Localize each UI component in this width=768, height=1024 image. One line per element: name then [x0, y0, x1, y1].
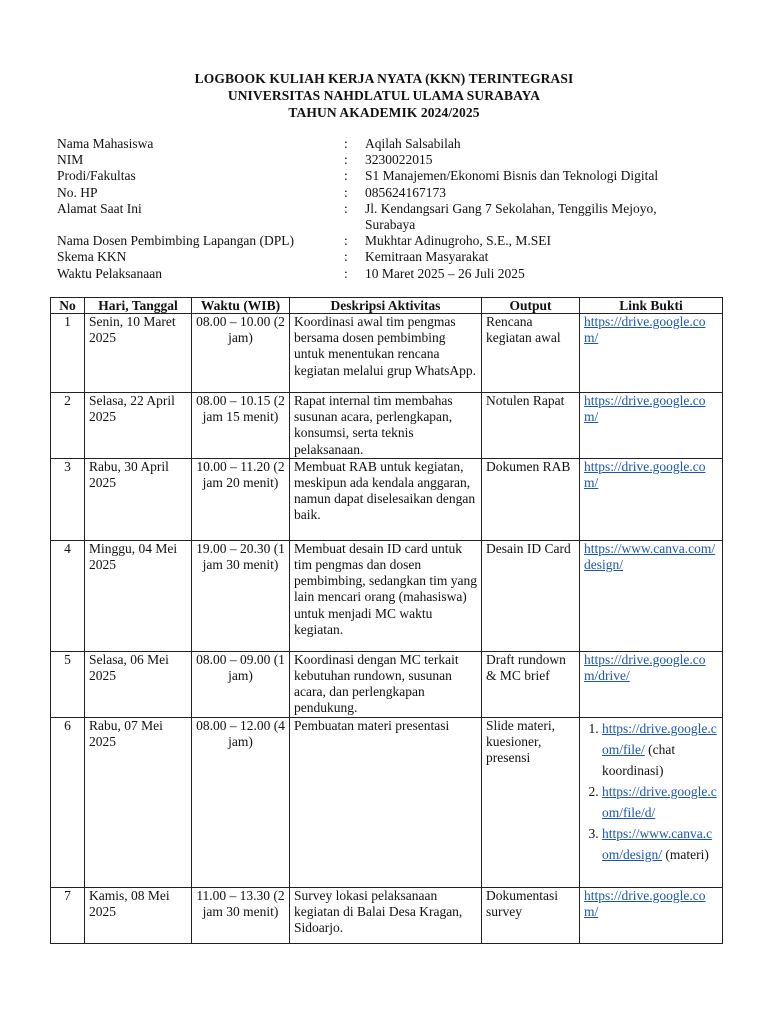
- table-row: [51, 458, 723, 540]
- info-row: [57, 185, 737, 201]
- row-number: 1: [51, 314, 85, 393]
- row-number: 2: [51, 393, 85, 459]
- table-header-row: [51, 298, 723, 314]
- row-number: 3: [51, 458, 85, 540]
- link-list-item: [602, 781, 718, 823]
- student-info: [57, 136, 737, 282]
- evidence-link[interactable]: https://drive.google.com/: [584, 314, 706, 346]
- row-description: Membuat RAB untuk kegiatan, meskipun ada kendala anggaran, namun dapat diselesaikan dengan baik.: [290, 458, 482, 540]
- link-note: (chat koordinasi): [602, 741, 676, 778]
- info-separator: :: [344, 152, 348, 168]
- info-value: Mukhtar Adinugroho, S.E., M.SEI: [365, 233, 552, 249]
- info-label: Waktu Pelaksanaan: [57, 265, 163, 281]
- info-label: Skema KKN: [57, 249, 127, 265]
- info-value: 3230022015: [365, 152, 433, 168]
- link-list-item: [602, 718, 718, 781]
- link-note: (materi): [662, 846, 709, 862]
- info-value: S1 Manajemen/Ekonomi Bisnis dan Teknologi Digital: [365, 168, 659, 184]
- document-header: [0, 70, 768, 121]
- table-row: [51, 314, 723, 393]
- row-date: Selasa, 06 Mei 2025: [85, 651, 192, 717]
- evidence-link[interactable]: https://drive.google.com/: [584, 393, 706, 425]
- evidence-link[interactable]: https://drive.google.com/drive/: [584, 651, 706, 684]
- evidence-link[interactable]: https://drive.google.com/file/: [602, 720, 717, 757]
- link-list: [584, 718, 718, 865]
- row-link-cell: [580, 458, 723, 540]
- row-date: Senin, 10 Maret 2025: [85, 314, 192, 393]
- info-value: 085624167173: [365, 184, 446, 200]
- row-link-cell: [580, 717, 723, 887]
- row-description: Pembuatan materi presentasi: [290, 717, 482, 887]
- row-description: Koordinasi awal tim pengmas bersama dosen pembimbing untuk menentukan rencana kegiatan melalui grup WhatsApp.: [290, 314, 482, 393]
- row-output: Dokumentasi survey: [482, 887, 580, 943]
- info-row: [57, 201, 737, 233]
- row-description: Membuat desain ID card untuk tim pengmas dan dosen pembimbing, sedangkan tim yang lain mencari orang (mahasiswa) untuk menjadi MC waktu kegiatan.: [290, 540, 482, 651]
- evidence-link[interactable]: https://drive.google.com/: [584, 458, 706, 491]
- row-description: Survey lokasi pelaksanaan kegiatan di Balai Desa Kragan, Sidoarjo.: [290, 887, 482, 943]
- link-list-item: [602, 823, 718, 865]
- info-value: Kemitraan Masyarakat: [365, 249, 489, 265]
- row-time: 11.00 – 13.30 (2 jam 30 menit): [192, 887, 290, 943]
- row-date: Minggu, 04 Mei 2025: [85, 540, 192, 651]
- info-separator: :: [344, 136, 348, 151]
- evidence-link[interactable]: https://www.canva.com/design/: [584, 540, 716, 573]
- row-date: Kamis, 08 Mei 2025: [85, 887, 192, 943]
- row-date: Rabu, 30 April 2025: [85, 458, 192, 540]
- info-row: [57, 136, 737, 152]
- info-row: [57, 168, 737, 184]
- row-link-cell: [580, 651, 723, 717]
- evidence-link[interactable]: https://www.canva.com/design/: [602, 825, 713, 862]
- row-time: 08.00 – 10.15 (2 jam 15 menit): [192, 393, 290, 459]
- info-label: Alamat Saat Ini: [57, 200, 142, 216]
- info-label: Prodi/Fakultas: [57, 168, 136, 184]
- header-link: Link Bukti: [580, 298, 723, 314]
- info-label: Nama Dosen Pembimbing Lapangan (DPL): [57, 233, 294, 249]
- university-name: UNIVERSITAS NAHDLATUL ULAMA SURABAYA: [227, 88, 541, 103]
- row-output: Notulen Rapat: [482, 393, 580, 459]
- info-separator: :: [344, 233, 348, 249]
- logbook-table: [50, 297, 723, 944]
- header-no: No: [51, 298, 85, 314]
- row-number: 5: [51, 651, 85, 717]
- info-value: Jl. Kendangsari Gang 7 Sekolahan, Tenggilis Mejoyo, Surabaya: [365, 200, 657, 233]
- row-date: Rabu, 07 Mei 2025: [85, 717, 192, 887]
- info-row: [57, 152, 737, 168]
- table-body: [51, 314, 723, 944]
- row-link-cell: [580, 887, 723, 943]
- info-label: Nama Mahasiswa: [57, 136, 154, 151]
- row-time: 19.00 – 20.30 (1 jam 30 menit): [192, 540, 290, 651]
- row-output: Draft rundown & MC brief: [482, 651, 580, 717]
- info-row: [57, 266, 737, 282]
- evidence-link[interactable]: https://drive.google.com/: [584, 887, 706, 919]
- table-row: [51, 717, 723, 887]
- info-label: No. HP: [57, 184, 98, 200]
- row-output: Dokumen RAB: [482, 458, 580, 540]
- row-number: 6: [51, 717, 85, 887]
- row-link-cell: [580, 393, 723, 459]
- row-output: Slide materi, kuesioner, presensi: [482, 717, 580, 887]
- row-number: 7: [51, 887, 85, 943]
- info-row: [57, 249, 737, 265]
- header-output: Output: [482, 298, 580, 314]
- row-link-cell: [580, 314, 723, 393]
- header-date: Hari, Tanggal: [85, 298, 192, 314]
- row-time: 08.00 – 09.00 (1 jam): [192, 651, 290, 717]
- row-output: Desain ID Card: [482, 540, 580, 651]
- info-row: [57, 233, 737, 249]
- row-time: 10.00 – 11.20 (2 jam 20 menit): [192, 458, 290, 540]
- info-separator: :: [344, 249, 348, 265]
- row-date: Selasa, 22 April 2025: [85, 393, 192, 459]
- document-title: LOGBOOK KULIAH KERJA NYATA (KKN) TERINTEGRASI: [194, 71, 574, 86]
- info-value: 10 Maret 2025 – 26 Juli 2025: [365, 265, 525, 281]
- header-time: Waktu (WIB): [192, 298, 290, 314]
- row-link-cell: [580, 540, 723, 651]
- info-label: NIM: [57, 152, 84, 168]
- table-row: [51, 393, 723, 459]
- evidence-link[interactable]: https://drive.google.com/file/d/: [602, 783, 717, 820]
- row-description: Rapat internal tim membahas susunan acara, perlengkapan, konsumsi, serta teknis pelaksanaan.: [290, 393, 482, 459]
- table-row: [51, 540, 723, 651]
- table-row: [51, 887, 723, 943]
- info-separator: :: [344, 168, 348, 184]
- row-time: 08.00 – 10.00 (2 jam): [192, 314, 290, 393]
- academic-year: TAHUN AKADEMIK 2024/2025: [288, 105, 480, 120]
- row-number: 4: [51, 540, 85, 651]
- info-separator: :: [344, 200, 348, 216]
- info-separator: :: [344, 265, 348, 281]
- info-separator: :: [344, 184, 348, 200]
- header-description: Deskripsi Aktivitas: [290, 298, 482, 314]
- table-row: [51, 651, 723, 717]
- row-description: Koordinasi dengan MC terkait kebutuhan rundown, susunan acara, dan perlengkapan pendukung.: [290, 651, 482, 717]
- row-output: Rencana kegiatan awal: [482, 314, 580, 393]
- info-value: Aqilah Salsabilah: [365, 136, 461, 151]
- row-time: 08.00 – 12.00 (4 jam): [192, 717, 290, 887]
